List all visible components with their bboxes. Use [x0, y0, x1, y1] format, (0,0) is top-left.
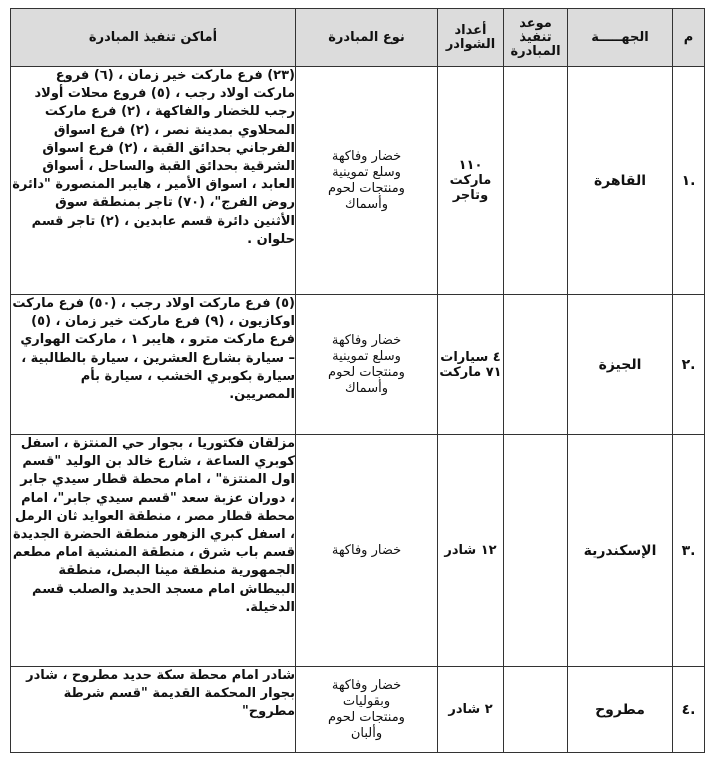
row-entity: مطروح	[568, 667, 673, 753]
row-vendors: ٤ سيارات ٧١ ماركت	[438, 295, 504, 435]
initiatives-table	[10, 8, 705, 753]
row-type: خضار وفاكهة	[296, 435, 438, 667]
row-places: (٥) فرع ماركت اولاد رجب ، (٥٠) فرع ماركت اوكازيون ، (٩) فرع ماركت خير زمان ، (٥) فرع ماركت مترو ، هايبر ١ ، ماركت الهواري – سيارة بشارع العشرين ، سيارة بالطالبية ، سيارة بكوبري الخشب ، سيارة بأم المصريين.	[11, 295, 296, 435]
header-date: موعد تنفيذ المبادرة	[504, 9, 568, 67]
row-vendors: ١٢ شادر	[438, 435, 504, 667]
header-num: م	[673, 9, 705, 67]
row-type: خضار وفاكهة وسلع تموينية ومنتجات لحوم وأسماك	[296, 67, 438, 295]
header-row	[11, 9, 705, 67]
header-places: أماكن تنفيذ المبادرة	[11, 9, 296, 67]
row-number: .١	[673, 67, 705, 295]
row-number: .٢	[673, 295, 705, 435]
row-number: .٤	[673, 667, 705, 753]
row-date	[504, 667, 568, 753]
row-number: .٣	[673, 435, 705, 667]
row-date	[504, 435, 568, 667]
row-type: خضار وفاكهة وبقوليات ومنتجات لحوم وألبان	[296, 667, 438, 753]
table-row	[11, 435, 705, 667]
row-type: خضار وفاكهة وسلع تموينية ومنتجات لحوم وأسماك	[296, 295, 438, 435]
row-entity: الإسكندرية	[568, 435, 673, 667]
row-date	[504, 67, 568, 295]
table-row	[11, 67, 705, 295]
row-vendors: ٢ شادر	[438, 667, 504, 753]
row-date	[504, 295, 568, 435]
row-entity: القاهرة	[568, 67, 673, 295]
header-vendors: أعداد الشوادر	[438, 9, 504, 67]
row-entity: الجيزة	[568, 295, 673, 435]
table-row	[11, 667, 705, 753]
row-vendors: ١١٠ ماركت وتاجر	[438, 67, 504, 295]
header-type: نوع المبادرة	[296, 9, 438, 67]
row-places: (٢٣) فرع ماركت خير زمان ، (٦) فروع ماركت اولاد رجب ، (٥) فروع محلات أولاد رجب للخضار والفاكهة ، (٢) فرع ماركت المحلاوي بمدينة نصر ، (٢) فرع اسواق الفرجاني بحدائق القبة ، (٢) فرع اسواق الشرقية بحدائق القبة والساحل ، أسواق العابد ، اسواق الأمير ، هايبر المنصورة "دائرة روض الفرج"، (٧٠) تاجر بمنطقة سوق الأثنين دائرة قسم عابدين ، (٢) تاجر قسم حلوان .	[11, 67, 296, 295]
table-row	[11, 295, 705, 435]
header-entity: الجهـــــة	[568, 9, 673, 67]
row-places: مزلقان فكتوريا ، بجوار حي المنتزة ، اسفل كوبري الساعة ، شارع خالد بن الوليد "قسم اول المنتزة" ، امام محطة قطار سيدي جابر ، دوران عزبة سعد "قسم سيدي جابر"، امام محطة قطار مصر ، منطقة العوايد ثان الرمل ، اسفل كبري الزهور منطقة الحضرة الجديدة قسم باب شرق ، منطقة المنشية امام مطعم الجمهورية منطقة مينا البصل، منطقة البيطاش امام مسجد الحديد والصلب قسم الدخيلة.	[11, 435, 296, 667]
row-places: شادر امام محطة سكة حديد مطروح ، شادر بجوار المحكمة القديمة "قسم شرطة مطروح"	[11, 667, 296, 753]
